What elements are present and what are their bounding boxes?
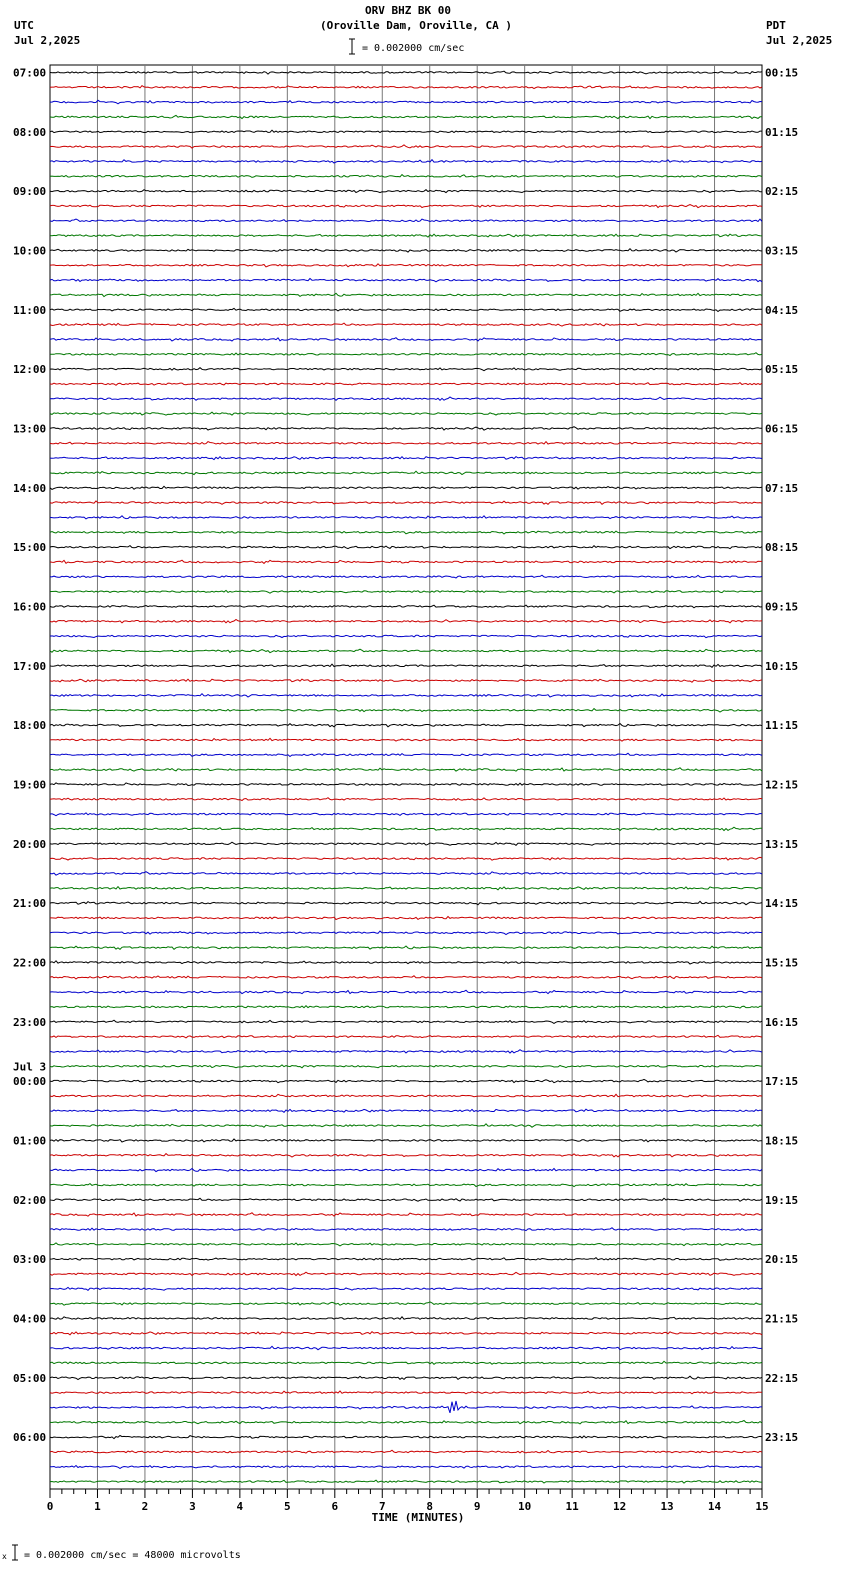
- pdt-hour-label: 06:15: [765, 422, 799, 436]
- x-tick-label: 2: [141, 1500, 149, 1513]
- seismic-trace: [50, 1391, 762, 1394]
- seismic-trace: [50, 620, 762, 623]
- seismic-trace: [50, 1436, 762, 1439]
- seismic-trace: [50, 1480, 762, 1483]
- seismic-trace: [50, 1376, 762, 1379]
- seismic-trace: [50, 1401, 762, 1413]
- seismic-trace: [50, 338, 762, 341]
- seismic-trace: [50, 531, 762, 534]
- pdt-hour-label: 13:15: [765, 837, 799, 851]
- x-tick-label: 13: [660, 1500, 674, 1513]
- utc-hour-label: 18:00: [13, 719, 47, 733]
- left-timezone: UTC: [14, 19, 34, 32]
- utc-hour-label: 01:00: [13, 1134, 47, 1148]
- seismic-trace: [50, 323, 762, 326]
- utc-hour-label: 00:00: [13, 1075, 47, 1089]
- seismic-trace: [50, 145, 762, 148]
- utc-hour-label: 04:00: [13, 1312, 47, 1326]
- seismic-trace: [50, 590, 762, 593]
- utc-hour-label: 16:00: [13, 600, 47, 614]
- seismic-trace: [50, 976, 762, 979]
- x-tick-label: 11: [565, 1500, 579, 1513]
- seismic-trace: [50, 887, 762, 890]
- seismic-trace: [50, 308, 762, 311]
- x-axis-label: TIME (MINUTES): [371, 1511, 465, 1524]
- seismic-trace: [50, 1139, 762, 1142]
- seismic-trace: [50, 115, 762, 118]
- seismic-trace: [50, 86, 762, 89]
- pdt-hour-label: 22:15: [765, 1371, 799, 1385]
- seismic-trace: [50, 768, 762, 771]
- seismic-trace: [50, 1287, 762, 1290]
- station-location: (Oroville Dam, Oroville, CA ): [319, 19, 513, 32]
- seismic-trace: [50, 219, 762, 221]
- seismic-trace: [50, 1124, 762, 1127]
- x-tick-label: 0: [46, 1500, 54, 1513]
- seismic-trace: [50, 1035, 762, 1038]
- pdt-hour-label: 17:15: [765, 1075, 799, 1089]
- utc-hour-label: 22:00: [13, 956, 47, 970]
- seismic-trace: [50, 1020, 762, 1023]
- seismic-trace: [50, 1198, 762, 1201]
- pdt-hour-label: 03:15: [765, 244, 799, 258]
- seismic-trace: [50, 1154, 762, 1157]
- seismic-trace: [50, 249, 762, 252]
- utc-hour-label: 07:00: [13, 66, 47, 80]
- pdt-hour-label: 02:15: [765, 185, 799, 199]
- seismic-trace: [50, 664, 762, 667]
- seismic-trace: [50, 1184, 762, 1187]
- seismic-trace: [50, 1361, 762, 1364]
- pdt-hour-label: 00:15: [765, 66, 799, 80]
- seismic-trace: [50, 1213, 762, 1216]
- seismic-trace: [50, 990, 762, 993]
- seismic-trace: [50, 1094, 762, 1097]
- seismic-trace: [50, 783, 762, 786]
- seismic-trace: [50, 501, 762, 504]
- pdt-hour-label: 20:15: [765, 1253, 799, 1267]
- pdt-hour-label: 08:15: [765, 541, 799, 555]
- utc-hour-label: 08:00: [13, 125, 47, 139]
- pdt-hour-label: 04:15: [765, 303, 799, 317]
- pdt-hour-label: 05:15: [765, 363, 799, 377]
- seismic-trace: [50, 457, 762, 460]
- scale-text: = 0.002000 cm/sec: [362, 43, 465, 54]
- seismic-trace: [50, 412, 762, 415]
- seismic-trace: [50, 798, 762, 801]
- svg-text:x: x: [2, 1552, 7, 1561]
- pdt-hour-label: 14:15: [765, 897, 799, 911]
- seismic-trace: [50, 190, 762, 193]
- utc-hour-label: 06:00: [13, 1431, 47, 1445]
- right-timezone: PDT: [766, 19, 786, 32]
- seismic-trace: [50, 1272, 762, 1275]
- utc-hour-label: 05:00: [13, 1371, 47, 1385]
- pdt-hour-label: 23:15: [765, 1431, 799, 1445]
- x-tick-label: 7: [378, 1500, 386, 1513]
- x-tick-label: 5: [284, 1500, 291, 1513]
- seismic-trace: [50, 175, 762, 178]
- pdt-hour-label: 07:15: [765, 481, 799, 495]
- seismic-trace: [50, 486, 762, 489]
- x-tick-label: 1: [94, 1500, 101, 1513]
- seismic-trace: [50, 1065, 762, 1068]
- pdt-hour-label: 18:15: [765, 1134, 799, 1148]
- footer-scale-text: = 0.002000 cm/sec = 48000 microvolts: [24, 1550, 241, 1561]
- seismic-trace: [50, 813, 762, 816]
- seismic-trace: [50, 205, 762, 208]
- utc-hour-label: 14:00: [13, 481, 47, 495]
- seismic-trace: [50, 442, 762, 445]
- pdt-hour-label: 16:15: [765, 1015, 799, 1029]
- utc-hour-label: 12:00: [13, 363, 47, 377]
- station-title: ORV BHZ BK 00: [364, 4, 452, 17]
- seismic-trace: [50, 1332, 762, 1335]
- seismic-trace: [50, 961, 762, 964]
- utc-hour-label: 11:00: [13, 303, 47, 317]
- seismic-trace: [50, 649, 762, 652]
- seismic-trace: [50, 383, 762, 386]
- x-tick-label: 12: [612, 1500, 627, 1513]
- x-tick-label: 10: [518, 1500, 532, 1513]
- seismic-trace: [50, 293, 762, 296]
- utc-hour-label: 17:00: [13, 659, 47, 673]
- pdt-hour-label: 12:15: [765, 778, 799, 792]
- x-tick-label: 9: [473, 1500, 481, 1513]
- seismic-trace: [50, 1421, 762, 1424]
- seismic-trace: [50, 427, 762, 430]
- seismic-trace: [50, 857, 762, 860]
- seismic-trace: [50, 264, 762, 267]
- pdt-hour-label: 21:15: [765, 1312, 799, 1326]
- utc-hour-label: 15:00: [13, 541, 47, 555]
- pdt-hour-label: 09:15: [765, 600, 799, 614]
- x-tick-label: 14: [707, 1500, 722, 1513]
- plot-frame: [50, 65, 762, 1489]
- seismic-trace: [50, 1258, 762, 1261]
- seismic-trace: [50, 546, 762, 549]
- seismic-trace: [50, 1317, 762, 1320]
- seismic-trace: [50, 1169, 762, 1172]
- utc-hour-label: 19:00: [13, 778, 47, 792]
- seismic-trace: [50, 1450, 762, 1453]
- seismic-trace: [50, 635, 762, 638]
- utc-hour-label: 03:00: [13, 1253, 47, 1267]
- x-tick-label: 4: [236, 1500, 244, 1513]
- seismic-trace: [50, 605, 762, 608]
- utc-hour-label: 10:00: [13, 244, 47, 258]
- seismic-trace: [50, 872, 762, 875]
- seismic-trace: [50, 694, 762, 697]
- seismic-trace: [50, 1228, 762, 1231]
- utc-hour-label: 09:00: [13, 185, 47, 199]
- seismic-trace: [50, 130, 762, 132]
- seismic-trace: [50, 100, 762, 104]
- seismic-trace: [50, 709, 762, 712]
- seismic-trace: [50, 1346, 762, 1349]
- right-date: Jul 2,2025: [766, 34, 833, 47]
- seismic-trace: [50, 560, 762, 563]
- seismic-trace: [50, 724, 762, 727]
- x-tick-label: 3: [189, 1500, 196, 1513]
- seismic-trace: [50, 738, 762, 741]
- seismic-trace: [50, 1006, 762, 1008]
- seismic-trace: [50, 842, 762, 845]
- utc-hour-label: 21:00: [13, 897, 47, 911]
- seismic-trace: [50, 917, 762, 920]
- seismic-trace: [50, 901, 762, 904]
- seismic-trace: [50, 397, 762, 400]
- seismic-trace: [50, 353, 762, 356]
- seismic-trace: [50, 368, 762, 371]
- seismic-trace: [50, 234, 762, 237]
- seismic-trace: [50, 71, 762, 74]
- left-date: Jul 2,2025: [14, 34, 81, 47]
- date-change-label: Jul 3: [13, 1060, 47, 1074]
- seismic-trace: [50, 516, 762, 519]
- x-tick-label: 8: [426, 1500, 434, 1513]
- seismic-trace: [50, 575, 762, 578]
- seismic-trace: [50, 1466, 762, 1469]
- utc-hour-label: 13:00: [13, 422, 47, 436]
- x-tick-label: 15: [755, 1500, 769, 1513]
- utc-hour-label: 02:00: [13, 1193, 47, 1207]
- seismic-trace: [50, 931, 762, 934]
- seismic-trace: [50, 471, 762, 474]
- pdt-hour-label: 15:15: [765, 956, 799, 970]
- seismic-trace: [50, 1109, 762, 1112]
- seismic-trace: [50, 753, 762, 756]
- seismic-trace: [50, 1302, 762, 1305]
- seismic-trace: [50, 679, 762, 682]
- pdt-hour-label: 19:15: [765, 1193, 799, 1207]
- x-tick-label: 6: [331, 1500, 339, 1513]
- utc-hour-label: 20:00: [13, 837, 47, 851]
- pdt-hour-label: 11:15: [765, 719, 799, 733]
- seismic-trace: [50, 160, 762, 163]
- pdt-hour-label: 01:15: [765, 125, 799, 139]
- seismic-trace: [50, 1243, 762, 1246]
- footer-scale-bar-icon: [2, 1544, 24, 1562]
- seismic-trace: [50, 1079, 762, 1082]
- seismic-trace: [50, 1050, 762, 1053]
- utc-hour-label: 23:00: [13, 1015, 47, 1029]
- seismic-trace: [50, 827, 762, 830]
- pdt-hour-label: 10:15: [765, 659, 799, 673]
- seismic-trace: [50, 946, 762, 949]
- seismic-trace: [50, 279, 762, 282]
